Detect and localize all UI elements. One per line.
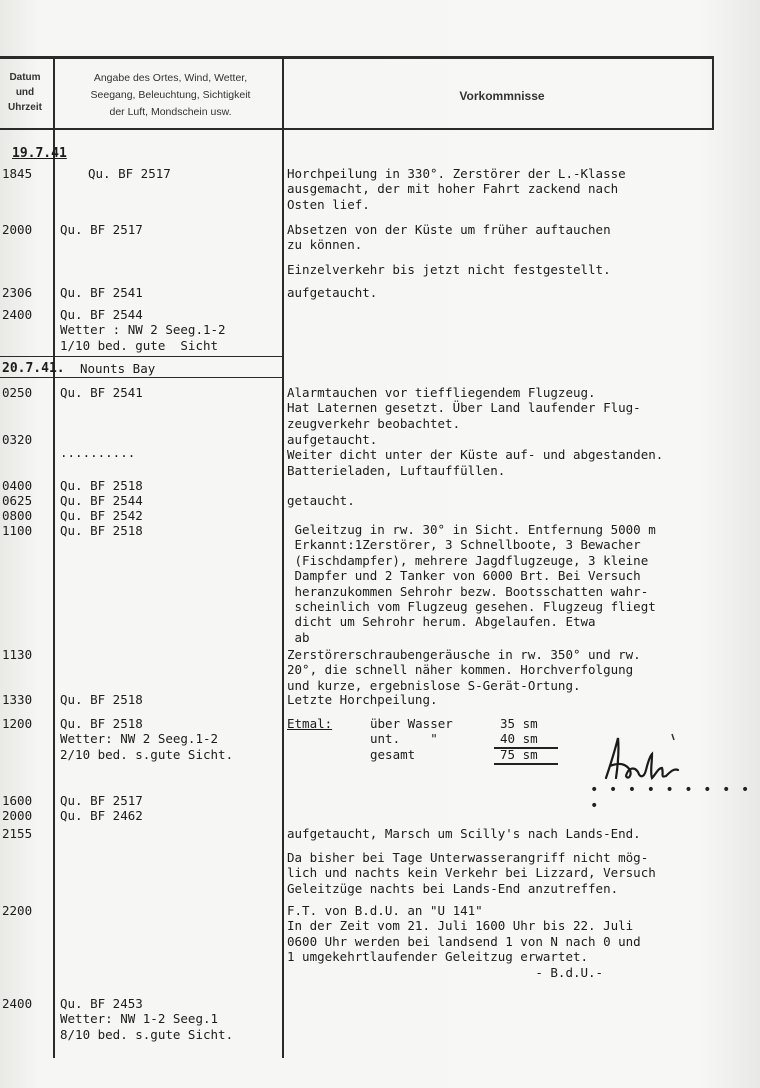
etmal-row-label: unt. ": [370, 731, 438, 746]
entry-time: 1600: [2, 793, 33, 808]
header-location-line-1: Angabe des Ortes, Wind, Wetter,: [93, 72, 248, 84]
header-events-column: Vorkommnisse: [459, 89, 545, 103]
entry-time: 2400: [2, 996, 33, 1011]
entry-date: 20.7.41.: [2, 361, 65, 376]
entry-time: 2155: [2, 826, 33, 841]
header-location-line-3: der Luft, Mondschein usw.: [109, 106, 232, 118]
entry-event: aufgetaucht.: [287, 285, 378, 300]
entry-time: 1100: [2, 523, 33, 538]
entry-location: Qu. BF 2517: [60, 222, 143, 237]
entry-time: 0800: [2, 508, 33, 523]
entry-time: 0400: [2, 478, 33, 493]
entry-location: Nounts Bay: [80, 361, 156, 376]
etmal-row-value: 75 sm: [500, 747, 538, 762]
entry-location: Qu. BF 2544 Wetter : NW 2 Seeg.1-2 1/10 bed. gute Sicht: [60, 307, 226, 353]
entry-location: Qu. BF 2517: [88, 166, 171, 181]
date-divider-rule: [0, 356, 282, 357]
entry-location: Qu. BF 2544: [60, 493, 143, 508]
entry-location: Qu. BF 2518: [60, 478, 143, 493]
entry-event: Da bisher bei Tage Unterwasserangriff nicht mög- lich und nachts kein Verkehr bei Lizzard, Versuch Geleitzüge nachts bei Lands-End anzutreffen.: [287, 850, 656, 896]
date-underline-rule: [0, 377, 282, 378]
column-rule-3: [712, 58, 714, 130]
entry-event: Absetzen von der Küste um früher auftauchen zu können.: [287, 222, 611, 253]
entry-time: 2000: [2, 808, 33, 823]
entry-event: getaucht.: [287, 493, 355, 508]
entry-event: Horchpeilung in 330°. Zerstörer der L.-Klasse ausgemacht, der mit hoher Fahrt zackend nach Osten lief.: [287, 166, 626, 212]
etmal-row-value: 35 sm: [500, 716, 538, 731]
entry-time: 1330: [2, 692, 33, 707]
entry-location: Qu. BF 2462: [60, 808, 143, 823]
etmal-row-label: gesamt: [370, 747, 416, 762]
entry-event: Einzelverkehr bis jetzt nicht festgestellt.: [287, 262, 611, 277]
entry-event: Alarmtauchen vor tieffliegendem Flugzeug. Hat Laternen gesetzt. Über Land laufender Flug- zeugverkehr beobachtet.: [287, 385, 641, 431]
entry-location: Qu. BF 2518: [60, 692, 143, 707]
entry-location: Qu. BF 2541: [60, 385, 143, 400]
header-location-line-2: Seegang, Beleuchtung, Sichtigkeit: [90, 89, 251, 101]
header-top-rule: [0, 56, 714, 59]
entry-time: 2200: [2, 903, 33, 918]
entry-time: 2400: [2, 307, 33, 322]
column-rule-1: [53, 58, 55, 1058]
etmal-row-value: 40 sm: [500, 731, 538, 746]
entry-event: aufgetaucht. Weiter dicht unter der Küste auf- und abgestanden. Batterieladen, Luftauffüllen.: [287, 432, 664, 478]
entry-time: 1130: [2, 647, 33, 662]
entry-event: F.T. von B.d.U. an "U 141" In der Zeit vom 21. Juli 1600 Uhr bis 22. Juli 0600 Uhr werden bei landsend 1 von N nach 0 und 1 umgekehrtlaufender Geleitzug erwartet. - B.d.U.-: [287, 903, 641, 980]
etmal-label: Etmal:: [287, 716, 333, 731]
header-date-column: [0, 70, 50, 115]
etmal-total-rule: [494, 763, 558, 765]
entry-location: Qu. BF 2542: [60, 508, 143, 523]
column-rule-2: [282, 58, 284, 1058]
entry-location: ..........: [60, 445, 136, 460]
entry-time: 0625: [2, 493, 33, 508]
header-date-line-1: Datum: [9, 72, 41, 83]
signature-dotted-line: • • • • • • • • • •: [590, 782, 751, 814]
entry-event: Letzte Horchpeilung.: [287, 692, 438, 707]
entry-location: Qu. BF 2518: [60, 523, 143, 538]
entry-location: Qu. BF 2517: [60, 793, 143, 808]
entry-event: Zerstörerschraubengeräusche in rw. 350° und rw. 20°, die schnell näher kommen. Horchverfolgung und kurze, ergebnislose S-Gerät-Ortung.: [287, 647, 641, 693]
entry-time: 2306: [2, 285, 33, 300]
header-location-column: [58, 70, 283, 121]
entry-location: Qu. BF 2541: [60, 285, 143, 300]
entry-date: 19.7.41: [12, 146, 67, 161]
header-date-line-2: und: [15, 87, 35, 98]
header-bottom-rule: [0, 128, 714, 130]
header-date-line-3: Uhrzeit: [8, 102, 42, 113]
entry-time: 0250: [2, 385, 33, 400]
entry-time: 1200: [2, 716, 33, 731]
entry-time: 0320: [2, 432, 33, 447]
entry-event: aufgetaucht, Marsch um Scilly's nach Lands-End.: [287, 826, 641, 841]
entry-location: Qu. BF 2518 Wetter: NW 2 Seeg.1-2 2/10 bed. s.gute Sicht.: [60, 716, 234, 762]
entry-event: Geleitzug in rw. 30° in Sicht. Entfernung 5000 m Erkannt:1Zerstörer, 3 Schnellboote, 3 Bewacher (Fischdampfer), mehrere Jagdflugzeuge, 3 kleine Dampfer und 2 Tanker von 6000 Brt. Bei Versuch heranzukommen Sehrohr bezw. Bootsschatten wahr- scheinlich vom Flugzeug gesehen. Flugzeug fliegt dicht um Sehrohr herum. Abgelaufen. Etwa ab: [294, 522, 656, 645]
entry-time: 2000: [2, 222, 33, 237]
entry-location: Qu. BF 2453 Wetter: NW 1-2 Seeg.1 8/10 bed. s.gute Sicht.: [60, 996, 234, 1042]
entry-time: 1845: [2, 166, 33, 181]
etmal-row-label: über Wasser: [370, 716, 453, 731]
